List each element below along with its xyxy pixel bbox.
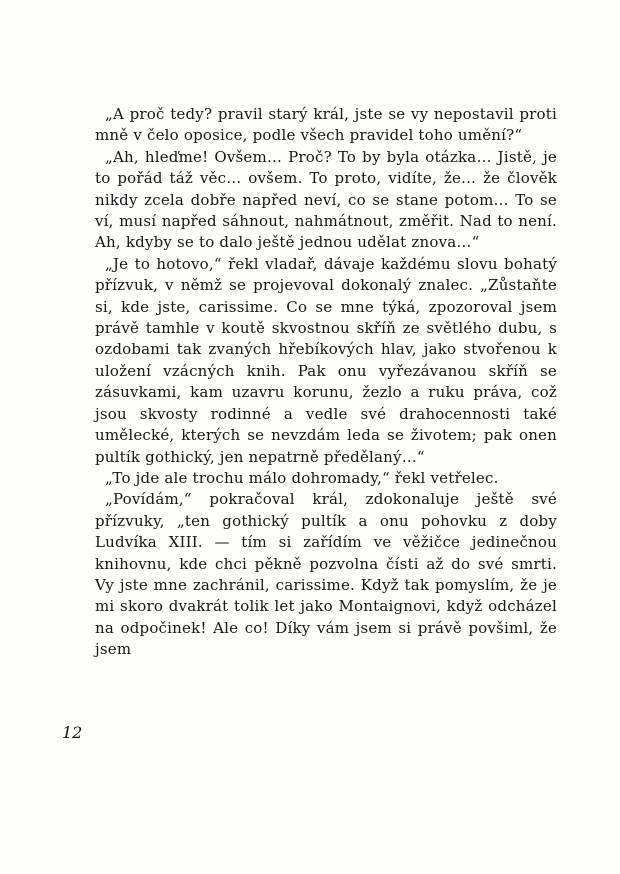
paragraph-3: „Je to hotovo,“ řekl vladař, dávaje každému slovu bohatý přízvuk, v němž se projevoval dokonalý znalec. „Zůstaňte si, kde jste, carissime. Co se mne týká, zpozoroval jsem právě tamhle v koutě skvostnou skříň ze světlého dubu, s ozdobami tak zvaných hřebíkových hlav, jako stvořenou k uložení vzácných knih. Pak onu vyřezávanou skříň se zásuvkami, kam uzavru korunu, žezlo a ruku práva, což jsou skvosty rodinné a vedle své drahocennosti také umělecké, kterých se nevzdám leda se životem; pak onen pultík gothický, jen nepatrně předělaný…“	[95, 254, 557, 466]
paragraph-5: „Povídám,“ pokračoval král, zdokonaluje ještě své přízvuky, „ten gothický pultík a onu pohovku z doby Ludvíka XIII. — tím si zařídím ve věžičce jedinečnou knihovnu, kde chci pěkně pozvolna čísti až do své smrti. Vy jste mne zachránil, carissime. Když tak pomyslím, že je mi skoro dvakrát tolik let jako Montaignovi, když odcházel na odpočinek! Ale co! Díky vám jsem si právě povšiml, že jsem	[95, 490, 557, 659]
page-number: 12	[62, 723, 83, 742]
paragraph-2: „Ah, hleďme! Ovšem… Proč? To by byla otázka… Jistě, je to pořád táž věc… ovšem. To proto, vidíte, že… že člověk nikdy zcela dobře napřed neví, co se stane potom… To se ví, musí napřed sáhnout, nahmátnout, změřit. Nad to není. Ah, kdyby se to dalo ještě jednou udělat znova…“	[95, 147, 557, 252]
body-text	[95, 104, 557, 661]
paragraph-4: „To jde ale trochu málo dohromady,“ řekl vetřelec.	[105, 468, 499, 487]
paragraph-1: „A proč tedy? pravil starý král, jste se vy nepostavil proti mně v čelo oposice, podle všech pravidel toho umění?“	[95, 105, 557, 145]
